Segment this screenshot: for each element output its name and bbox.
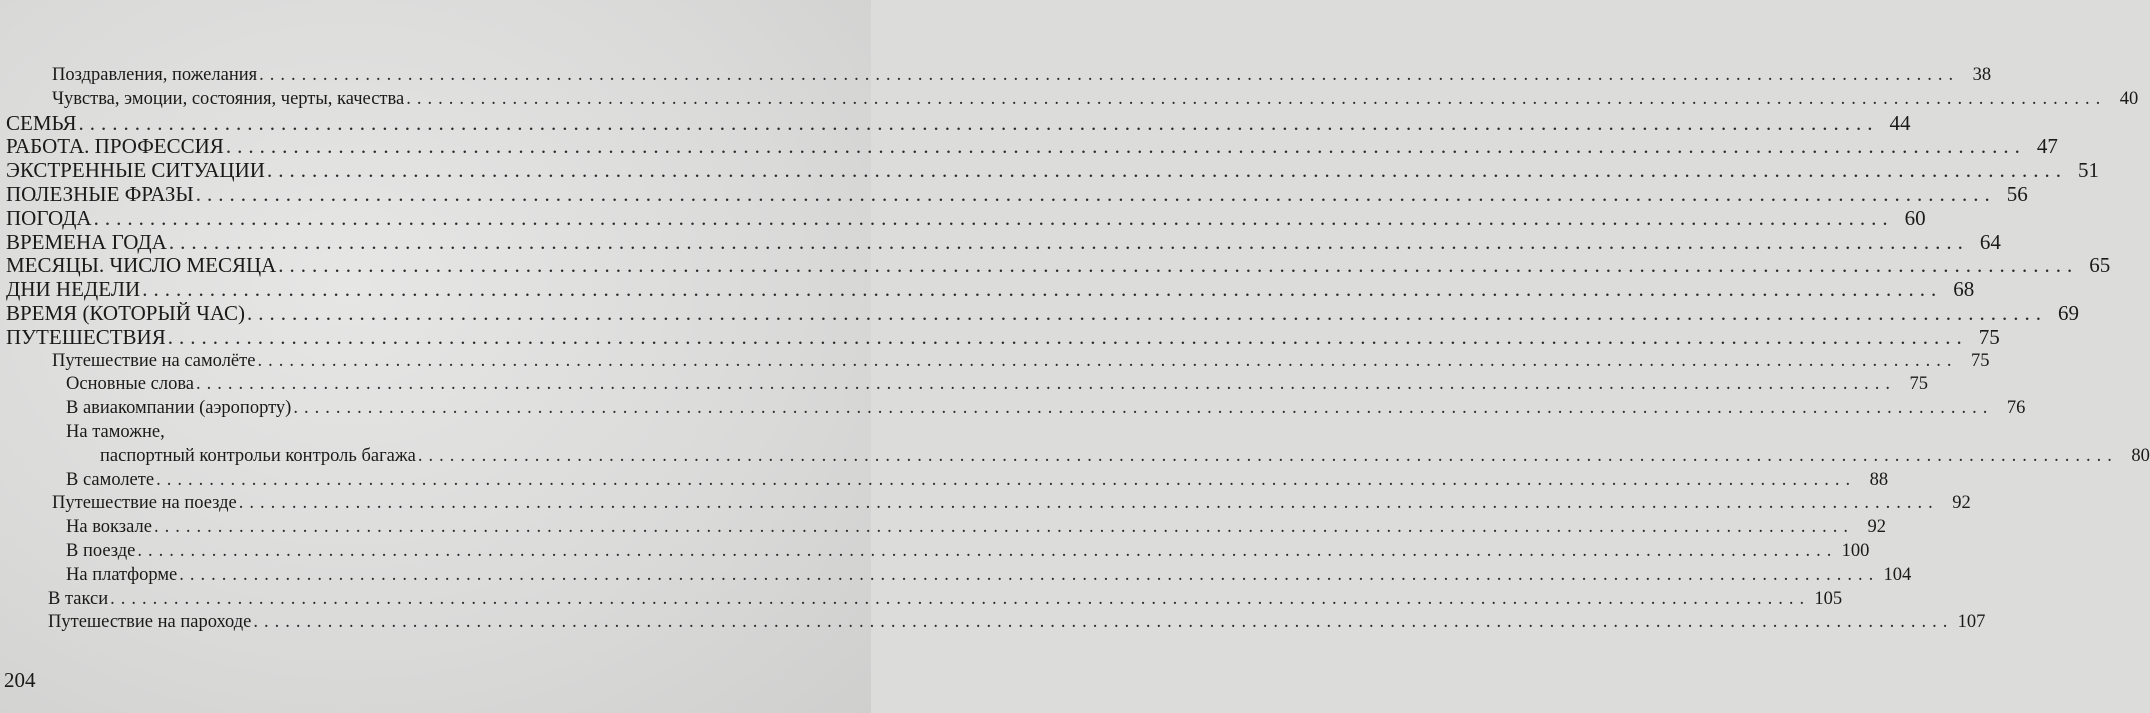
page-number: 204 bbox=[4, 668, 36, 692]
toc-entry-title: На вокзале bbox=[66, 517, 152, 538]
toc-entry-title: В такси bbox=[48, 588, 109, 609]
toc-entry bbox=[0, 229, 2001, 255]
toc-entry-title: Путешествие на самолёте bbox=[52, 350, 256, 371]
toc-entry-page: 75 bbox=[1970, 350, 1990, 371]
toc-leader-dots: ................................................................................................................................................................ bbox=[417, 445, 2118, 466]
toc-entry-page: 56 bbox=[2006, 181, 2028, 206]
toc-entry-title: РАБОТА. ПРОФЕССИЯ bbox=[6, 134, 224, 159]
toc-entry-page: 76 bbox=[2006, 398, 2026, 419]
toc-entry-title: На платформе bbox=[66, 564, 178, 585]
toc-entry bbox=[0, 134, 2058, 159]
toc-entry bbox=[0, 205, 1926, 231]
toc-entry-page: 64 bbox=[1979, 229, 2001, 254]
toc-entry bbox=[0, 564, 1912, 588]
toc-leader-dots: ................................................................................................................................................................ bbox=[266, 158, 2067, 183]
toc-entry-title: Поздравления, пожелания bbox=[52, 65, 258, 85]
toc-entry bbox=[0, 611, 1986, 635]
toc-entry-title: Путешествие на пароходе bbox=[48, 612, 252, 633]
toc-entry-title: ВРЕМЯ (КОТОРЫЙ ЧАС) bbox=[6, 300, 245, 325]
toc-leader-dots: ................................................................................................................................................................ bbox=[137, 540, 1838, 561]
toc-entry-page: 69 bbox=[2057, 300, 2079, 325]
toc-entry bbox=[0, 64, 1992, 88]
toc-entry-title: Путешествие на поезде bbox=[52, 493, 237, 514]
toc-entry-page: 47 bbox=[2036, 134, 2058, 159]
toc-entry-page: 51 bbox=[2077, 158, 2099, 183]
toc-leader-dots: ................................................................................................................................................................ bbox=[168, 229, 1969, 254]
toc-leader-dots: ................................................................................................................................................................ bbox=[259, 65, 1960, 85]
toc-leader-dots: ................................................................................................................................................................ bbox=[225, 134, 2026, 159]
toc-entry-title: В авиакомпании (аэропорту) bbox=[66, 398, 292, 419]
toc-entry-page: 92 bbox=[1867, 517, 1886, 538]
toc-leader-dots: ................................................................................................................................................................ bbox=[179, 564, 1880, 585]
toc-entry-page: 104 bbox=[1883, 564, 1912, 585]
toc-entry bbox=[0, 300, 2079, 326]
toc-leader-dots: ................................................................................................................................................................ bbox=[142, 277, 1943, 302]
toc-entry-title: СЕМЬЯ bbox=[6, 110, 77, 135]
toc-entry-title: ДНИ НЕДЕЛИ bbox=[6, 277, 141, 302]
toc-entry bbox=[0, 469, 1889, 493]
toc-entry-title: ПОЛЕЗНЫЕ ФРАЗЫ bbox=[6, 181, 194, 206]
toc-leader-dots: ................................................................................................................................................................ bbox=[78, 110, 1879, 135]
toc-entry-title: ПОГОДА bbox=[6, 205, 92, 230]
toc-entry-page: 65 bbox=[2089, 253, 2111, 278]
toc-leader-dots: ................................................................................................................................................................ bbox=[156, 469, 1857, 490]
toc-leader-dots: ................................................................................................................................................................ bbox=[257, 350, 1958, 371]
toc-entry-page: 38 bbox=[1972, 65, 1992, 85]
toc-entry-page: 92 bbox=[1952, 493, 1971, 514]
toc-entry bbox=[0, 324, 2000, 350]
toc-entry-title: В поезде bbox=[66, 540, 136, 561]
toc-entry bbox=[0, 158, 2099, 183]
toc-entry-page: 105 bbox=[1814, 588, 1843, 609]
toc-entry-page: 44 bbox=[1889, 110, 1911, 135]
toc-entry bbox=[0, 588, 1843, 612]
toc-entry-title: ЭКСТРЕННЫЕ СИТУАЦИИ bbox=[6, 158, 265, 183]
table-of-contents bbox=[0, 64, 2150, 635]
toc-entry-title: Основные слова bbox=[66, 374, 195, 395]
toc-entry bbox=[0, 373, 1929, 397]
toc-entry-title: ПУТЕШЕСТВИЯ bbox=[6, 324, 166, 349]
toc-entry-title: В самолете bbox=[66, 469, 155, 490]
toc-leader-dots: ................................................................................................................................................................ bbox=[253, 612, 1954, 633]
toc-entry bbox=[0, 110, 1911, 136]
toc-entry-title: ВРЕМЕНА ГОДА bbox=[6, 229, 167, 254]
toc-entry bbox=[0, 253, 2111, 278]
toc-entry-page: 88 bbox=[1869, 469, 1889, 490]
toc-leader-dots: ................................................................................................................................................................ bbox=[278, 253, 2079, 278]
toc-leader-dots: ................................................................................................................................................................ bbox=[293, 398, 1994, 419]
toc-entry-page: 60 bbox=[1904, 205, 1926, 230]
toc-entry bbox=[0, 421, 830, 445]
toc-entry-title: МЕСЯЦЫ. ЧИСЛО МЕСЯЦА bbox=[6, 253, 277, 278]
toc-leader-dots: ................................................................................................................................................................ bbox=[406, 88, 2107, 109]
toc-leader-dots: ................................................................................................................................................................ bbox=[195, 181, 1996, 206]
toc-entry bbox=[0, 88, 2139, 112]
toc-entry-page: 100 bbox=[1841, 540, 1870, 561]
toc-entry-page: 107 bbox=[1957, 612, 1986, 633]
toc-entry-page: 40 bbox=[2119, 88, 2139, 109]
toc-leader-dots: ................................................................................................................................................................ bbox=[167, 324, 1968, 349]
toc-entry-page: 75 bbox=[1978, 324, 2000, 349]
toc-entry-page: 75 bbox=[1909, 374, 1929, 395]
toc-leader-dots: ................................................................................................................................................................ bbox=[153, 517, 1854, 538]
toc-entry-title: паспортный контрольи контроль багажа bbox=[100, 445, 416, 466]
toc-entry bbox=[0, 397, 2026, 421]
toc-entry-title: На таможне, bbox=[66, 421, 165, 442]
toc-leader-dots: ................................................................................................................................................................ bbox=[110, 588, 1811, 609]
toc-leader-dots: ................................................................................................................................................................ bbox=[196, 374, 1897, 395]
toc-entry bbox=[0, 492, 1971, 516]
toc-entry bbox=[0, 350, 1990, 374]
toc-leader-dots: ................................................................................................................................................................ bbox=[246, 300, 2047, 325]
toc-entry-page: 68 bbox=[1953, 277, 1975, 302]
toc-entry bbox=[0, 445, 2150, 469]
toc-entry bbox=[0, 181, 2028, 207]
toc-entry bbox=[0, 540, 1870, 564]
toc-entry bbox=[0, 516, 1886, 540]
toc-entry-page: 80 bbox=[2131, 445, 2150, 466]
toc-entry-title: Чувства, эмоции, состояния, черты, качества bbox=[52, 88, 405, 109]
toc-entry bbox=[0, 277, 1975, 302]
toc-leader-dots: ................................................................................................................................................................ bbox=[238, 493, 1939, 514]
toc-leader-dots: ................................................................................................................................................................ bbox=[93, 205, 1894, 230]
